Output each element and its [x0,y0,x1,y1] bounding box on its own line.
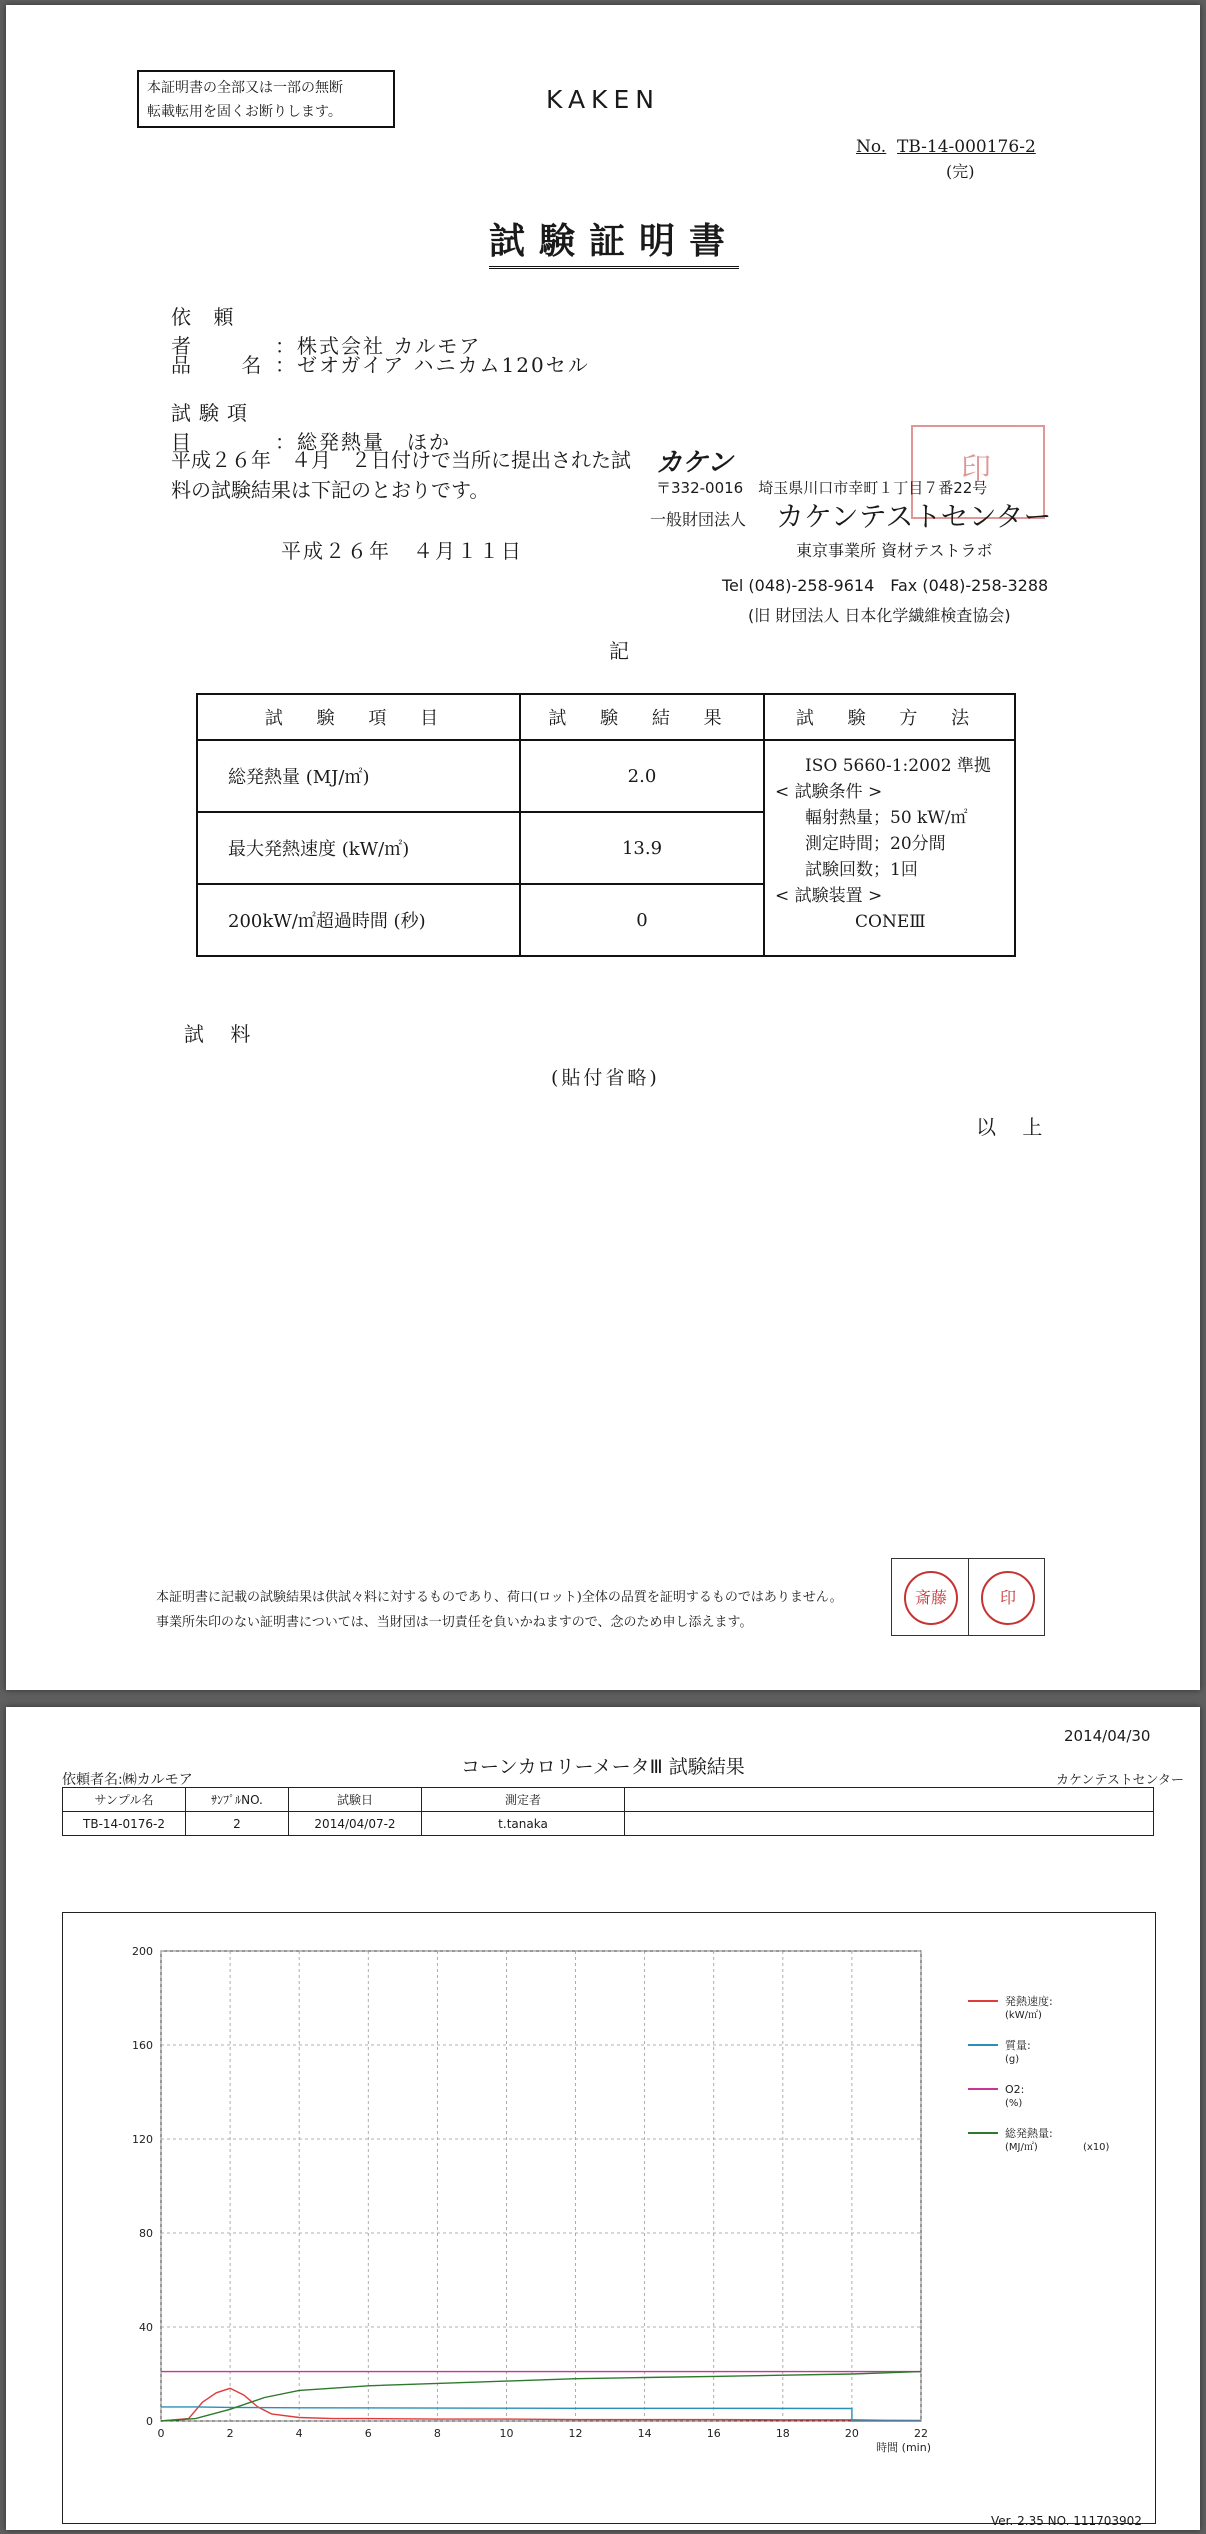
seal-box [891,1558,1045,1636]
series-line [161,2388,921,2421]
results-header-row [197,694,1015,740]
method-condition: 測定時間；20分間 [805,834,946,854]
method-apparatus: CONEⅢ [855,912,926,932]
info-header-row [63,1788,1154,1812]
x-tick-label: 2 [226,2427,234,2440]
organization-name: カケンテストセンター [776,500,1052,533]
x-tick-label: 0 [157,2427,165,2440]
report-date: 2014/04/30 [1064,1727,1151,1745]
method-standard: ISO 5660-1:2002 準拠 [805,756,991,776]
method-condition: 試験回数；1回 [805,860,918,880]
x-axis-label: 時間 (min) [876,2441,931,2454]
info-value [625,1812,1154,1836]
header-test-method: 試 験 方 法 [764,694,1015,740]
x-tick-label: 8 [433,2427,441,2440]
sample-info-table [62,1787,1154,1836]
legend-scale: (x10) [1083,2142,1110,2153]
row-value: 2.0 [520,740,764,812]
field-client: 依 頼 者 ：株式会社 カルモア [171,301,481,359]
legend-label: 総発熱量: [1005,2127,1053,2140]
series-line [161,2372,921,2421]
x-tick-label: 14 [637,2427,652,2440]
seal-left [892,1559,967,1635]
x-tick-label: 12 [568,2427,583,2440]
row-value: 13.9 [520,812,764,884]
row-value: 0 [520,884,764,956]
row-item: 200kW/㎡超過時間 (秒) [197,884,520,956]
y-tick-label: 40 [139,2321,153,2334]
field-product-key: 品 名 [171,353,270,377]
organization-tel: Tel (048)-258-9614 Fax (048)-258-3288 [722,576,1049,595]
header-test-item: 試 験 項 目 [197,694,520,740]
seal-right [968,1559,1044,1635]
cert-no-label: No. [856,137,887,157]
issue-date: 平成２６年 ４月１１日 [281,539,523,563]
x-tick-label: 22 [914,2427,928,2440]
info-header [625,1788,1154,1812]
disclaimer [156,1585,843,1635]
document-title: 試験証明書 [489,213,739,269]
header-test-result: 試 験 結 果 [520,694,764,740]
y-tick-label: 0 [146,2415,153,2428]
legend-unit: (kW/㎡) [1005,2010,1042,2021]
method-conditions-label: < 試験条件 > [775,782,883,802]
notice-line-2: 転載転用を固くお断りします。 [147,104,342,120]
table-row [197,740,1015,812]
y-tick-label: 80 [139,2227,153,2240]
info-header: 試験日 [289,1788,422,1812]
organization-branch: 東京事業所 資材テストラボ [796,541,993,560]
official-seal: 印 [981,1571,1035,1625]
info-header: ｻﾝﾌﾟﾙNO. [186,1788,289,1812]
software-version: Ver. 2.35 NO. 111703902 [991,2514,1142,2528]
certificate-number [856,137,1036,157]
y-tick-label: 160 [132,2039,153,2052]
method-apparatus-label: < 試験装置 > [775,886,883,906]
legend-unit: (%) [1005,2098,1023,2109]
info-value: 2014/04/07-2 [289,1812,422,1836]
sample-label: 試 料 [184,1022,261,1046]
certificate-page [6,5,1200,1690]
x-tick-label: 10 [499,2427,514,2440]
test-result-page [6,1707,1200,2530]
info-header: 測定者 [422,1788,625,1812]
field-test-item-value: 総発熱量 ほか [297,430,451,454]
reproduction-notice [137,70,395,128]
field-product: 品 名 ：ゼオガイア ハニカム120セル [171,349,590,378]
info-header: サンプル名 [63,1788,186,1812]
x-tick-label: 16 [706,2427,721,2440]
x-tick-label: 18 [775,2427,790,2440]
plot-area [161,1951,921,2421]
info-value-row [63,1812,1154,1836]
row-item: 総発熱量 (MJ/㎡) [197,740,520,812]
field-product-value: ゼオガイア ハニカム120セル [297,353,590,377]
organization-type: 一般財団法人 [650,510,747,529]
sample-note: (貼付省略) [551,1067,660,1089]
certificate-number-sub: (完) [946,162,975,181]
report-organization: カケンテストセンター [1056,1773,1184,1788]
y-tick-label: 200 [132,1945,153,1958]
chart-frame [62,1912,1156,2524]
disclaimer-line-2: 事業所朱印のない証明書については、当財団は一切責任を負いかねますので、念のため申し添えます。 [156,1615,753,1630]
legend-label: O2: [1005,2083,1025,2096]
legend-unit: (MJ/㎡) [1005,2142,1038,2153]
info-value: t.tanaka [422,1812,625,1836]
legend-unit: (g) [1005,2054,1020,2065]
legend-label: 質量: [1005,2039,1031,2052]
organization-stamp: 印 [911,425,1045,519]
y-tick-label: 120 [132,2133,153,2146]
heat-release-chart [63,1913,1155,2523]
personal-seal: 斎藤 [904,1571,958,1625]
client-name: 依頼者名:㈱カルモア [62,1772,193,1788]
x-tick-label: 20 [844,2427,859,2440]
organization-logo: カケン [656,448,733,478]
cert-no-value: TB-14-000176-2 [897,137,1036,157]
info-value: 2 [186,1812,289,1836]
field-client-value: 株式会社 カルモア [297,334,482,358]
method-condition: 輻射熱量；50 kW/㎡ [805,808,968,828]
organization-address: 〒332-0016 埼玉県川口市幸町１丁目７番22号 [656,479,988,497]
brand-name: KAKEN [546,85,660,114]
ki-marker: 記 [609,639,629,663]
x-tick-label: 6 [364,2427,372,2440]
end-label: 以 上 [976,1115,1053,1139]
field-client-key: 依 頼 者 [171,305,242,358]
info-value: TB-14-0176-2 [63,1812,186,1836]
results-table [196,693,1016,957]
row-item: 最大発熱速度 (kW/㎡) [197,812,520,884]
field-test-item-key: 試験項目 [171,401,255,454]
field-test-item: 試験項目 ：総発熱量 ほか [171,397,451,455]
body-text: 平成２６年 ４月 ２日付けで当所に提出された試料の試験結果は下記のとおりです。 [171,448,631,502]
x-tick-label: 4 [295,2427,303,2440]
report-title: コーンカロリーメータⅢ 試験結果 [461,1756,745,1778]
disclaimer-line-1: 本証明書に記載の試験結果は供試々料に対するものであり、荷口(ロット)全体の品質を証明するものではありません。 [156,1590,843,1605]
test-method-cell [764,740,1015,956]
notice-line-1: 本証明書の全部又は一部の無断 [147,80,343,96]
legend-label: 発熱速度: [1005,1995,1053,2008]
organization-former-name: (旧 財団法人 日本化学繊維検査協会) [748,606,1011,625]
